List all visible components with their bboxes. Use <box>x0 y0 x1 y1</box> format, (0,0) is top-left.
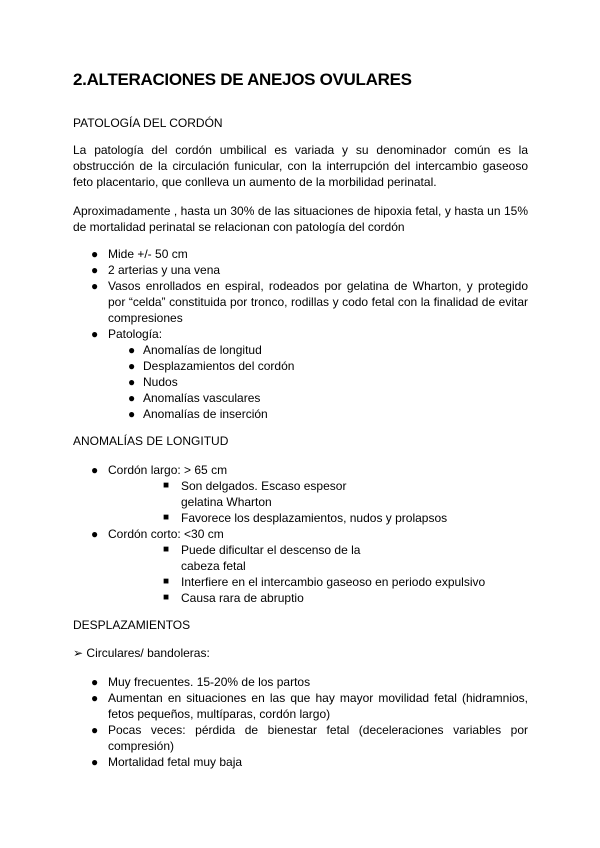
list-item: ● Vasos enrollados en espiral, rodeados por gelatina de Wharton, y protegido por “celda” constituida por tronco, rodillas y codo fetal con la finalidad de evitar compresiones <box>91 279 528 325</box>
section-heading-longitud: ANOMALÍAS DE LONGITUD <box>73 434 229 448</box>
square-bullet-icon: ■ <box>163 480 170 491</box>
bullet-icon: ● <box>91 675 99 689</box>
list-item: ■ Favorece los desplazamientos, nudos y prolapsos <box>163 511 448 525</box>
list-item: ● Muy frecuentes. 15-20% de los partos <box>91 675 311 689</box>
square-bullet-icon: ■ <box>163 512 170 523</box>
bullet-icon: ● <box>91 463 99 477</box>
list-item: ● Nudos <box>128 375 178 389</box>
bullet-icon: ● <box>91 527 99 541</box>
bullet-icon: ● <box>91 327 99 341</box>
square-bullet-icon: ■ <box>163 592 170 603</box>
circulares-heading: ➢ Circulares/ bandoleras: <box>73 646 210 660</box>
section-heading-patologia: PATOLOGÍA DEL CORDÓN <box>73 116 223 130</box>
bullet-icon: ● <box>128 359 136 373</box>
bullet-icon: ● <box>91 691 99 705</box>
longitud-list <box>73 462 528 606</box>
square-bullet-icon: ■ <box>163 576 170 587</box>
list-item: ● Anomalías vasculares <box>128 391 261 405</box>
list-item: ● Desplazamientos del cordón <box>128 359 295 373</box>
list-item: ● 2 arterias y una vena <box>91 263 221 277</box>
bullet-icon: ● <box>128 407 136 421</box>
list-item: ■ Son delgados. Escaso espesor gelatina Wharton <box>163 479 347 509</box>
paragraph-hipoxia: Aproximadamente , hasta un 30% de las situaciones de hipoxia fetal, y hasta un 15% de mortalidad perinatal se relacionan con patología del cordón <box>73 204 528 234</box>
bullet-icon: ● <box>91 263 99 277</box>
bullet-icon: ● <box>128 375 136 389</box>
page-title: 2.ALTERACIONES DE ANEJOS OVULARES <box>73 70 412 89</box>
list-item: ● Anomalías de inserción <box>128 407 268 421</box>
list-item: ● Cordón largo: > 65 cm <box>91 463 228 477</box>
bullet-icon: ● <box>91 279 99 293</box>
list-item: ● Mide +/- 50 cm <box>91 247 188 261</box>
square-bullet-icon: ■ <box>163 544 170 555</box>
desplazamientos-list <box>73 674 528 770</box>
list-item: ■ Interfiere en el intercambio gaseoso en periodo expulsivo <box>163 575 486 589</box>
bullet-icon: ● <box>91 755 99 769</box>
list-item: ■ Causa rara de abruptio <box>163 591 304 605</box>
list-item: ● Cordón corto: <30 cm <box>91 527 224 541</box>
list-item: ● Aumentan en situaciones en las que hay mayor movilidad fetal (hidramnios, fetos pequeños, multíparas, cordón largo) <box>91 691 528 721</box>
list-item: ■ Puede dificultar el descenso de la cabeza fetal <box>163 543 361 573</box>
list-item: ● Patología: <box>91 327 163 341</box>
bullet-icon: ● <box>91 247 99 261</box>
bullet-icon: ● <box>128 343 136 357</box>
bullet-icon: ● <box>128 391 136 405</box>
cord-facts-list <box>73 246 528 422</box>
list-item: ● Anomalías de longitud <box>128 343 262 357</box>
paragraph-intro: La patología del cordón umbilical es variada y su denominador común es la obstrucción de la circulación funicular, con la interrupción del intercambio gaseoso feto placentario, que conlleva un aumento de la morbilidad perinatal. <box>73 143 528 189</box>
list-item: ● Pocas veces: pérdida de bienestar fetal (deceleraciones variables por compresión) <box>91 723 528 753</box>
bullet-icon: ● <box>91 723 99 737</box>
arrow-icon: ➢ <box>73 646 84 660</box>
section-heading-desplazamientos: DESPLAZAMIENTOS <box>73 618 191 632</box>
list-item: ● Mortalidad fetal muy baja <box>91 755 243 769</box>
